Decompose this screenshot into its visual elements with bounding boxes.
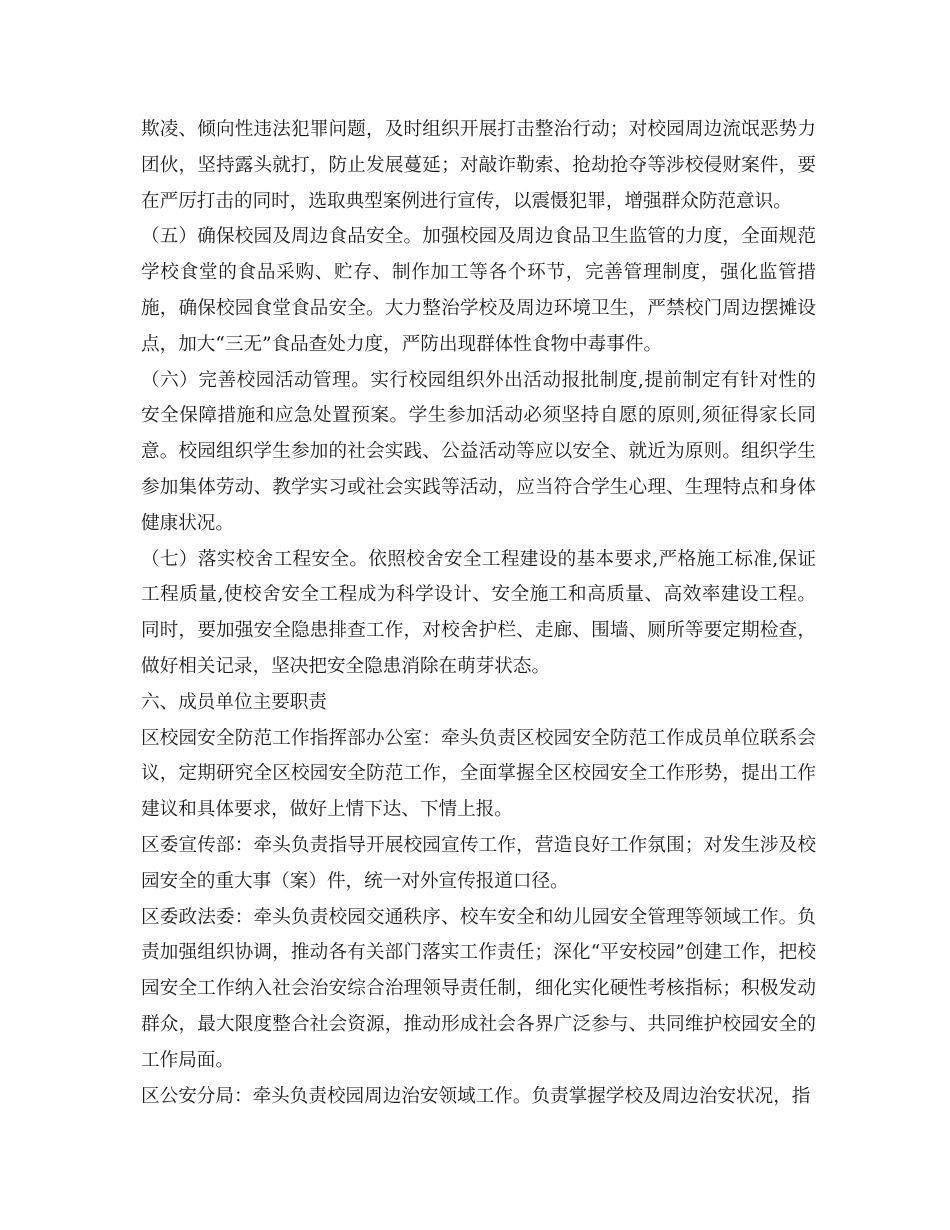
- paragraph-campus-activity-management: （六）完善校园活动管理。实行校园组织外出活动报批制度,提前制定有针对性的安全保障措施和应急处置预案。学生参加活动必须坚持自愿的原则,须征得家长同意。校园组织学生参加的社会实践、公益活动等应以安全、就近为原则。组织学生参加集体劳动、教学实习或社会实践等活动，应当符合学生心理、生理特点和身体健康状况。: [141, 369, 816, 534]
- document-body: [141, 112, 816, 1114]
- paragraph-propaganda-dept-duties: 区委宣传部：牵头负责指导开展校园宣传工作，营造良好工作氛围；对发生涉及校园安全的重大事（案）件，统一对外宣传报道口径。: [141, 834, 816, 892]
- paragraph-command-office-duties: 区校园安全防范工作指挥部办公室：牵头负责区校园安全防范工作成员单位联系会议，定期研究全区校园安全防范工作，全面掌握全区校园安全工作形势，提出工作建议和具体要求，做好上情下达、下情上报。: [141, 727, 816, 821]
- paragraph-campus-crime-crackdown: 欺凌、倾向性违法犯罪问题，及时组织开展打击整治行动；对校园周边流氓恶势力团伙，坚持露头就打，防止发展蔓延；对敲诈勒索、抢劫抢夺等涉校侵财案件，要在严厉打击的同时，选取典型案例进行宣传，以震慑犯罪，增强群众防范意识。: [141, 119, 816, 212]
- paragraph-school-building-safety: （七）落实校舍工程安全。依照校舍安全工程建设的基本要求,严格施工标准,保证工程质量,使校舍安全工程成为科学设计、安全施工和高质量、高效率建设工程。同时，要加强安全隐患排查工作，对校舍护栏、走廊、围墙、厕所等要定期检查，做好相关记录，坚决把安全隐患消除在萌芽状态。: [141, 548, 816, 677]
- section-heading-member-duties: 六、成员单位主要职责: [141, 691, 327, 713]
- paragraph-food-safety: （五）确保校园及周边食品安全。加强校园及周边食品卫生监管的力度，全面规范学校食堂的食品采购、贮存、制作加工等各个环节，完善管理制度，强化监管措施，确保校园食堂食品安全。大力整治学校及周边环境卫生，严禁校门周边摆摊设点，加大“三无”食品查处力度，严防出现群体性食物中毒事件。: [141, 226, 816, 355]
- paragraph-public-security-bureau-duties: 区公安分局：牵头负责校园周边治安领域工作。负责掌握学校及周边治安状况，指: [141, 1085, 811, 1107]
- paragraph-political-legal-committee-duties: 区委政法委：牵头负责校园交通秩序、校车安全和幼儿园安全管理等领域工作。负责加强组织协调，推动各有关部门落实工作责任；深化“平安校园”创建工作，把校园安全工作纳入社会治安综合治理领导责任制，细化实化硬性考核指标；积极发动群众，最大限度整合社会资源，推动形成社会各界广泛参与、共同维护校园安全的工作局面。: [141, 906, 816, 1071]
